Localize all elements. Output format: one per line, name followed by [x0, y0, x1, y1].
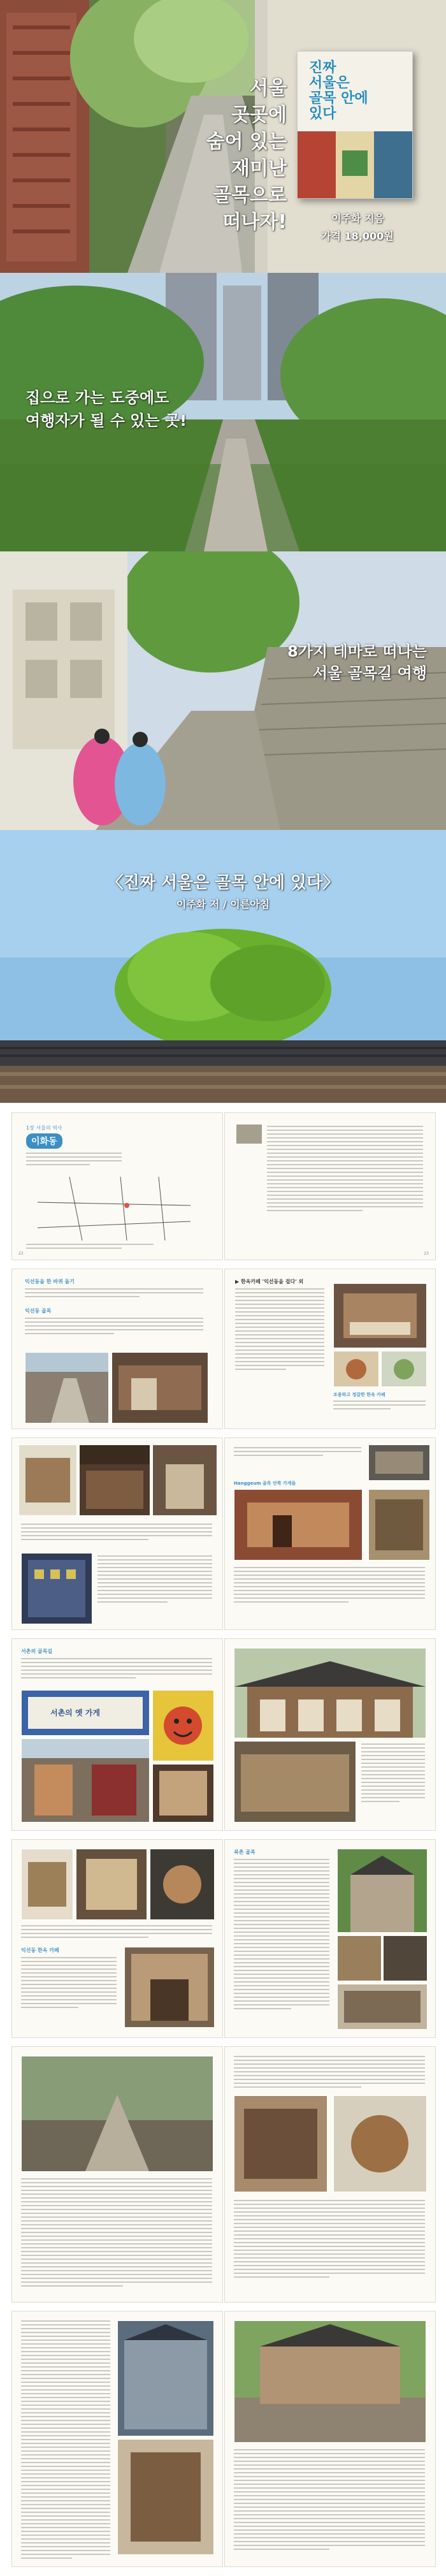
- spread1-page-right: 23: [424, 1251, 429, 1256]
- spread7-photo-2: [117, 2439, 214, 2555]
- spread2-heading-left: 익선동을 한 바퀴 돌기: [25, 1279, 75, 1284]
- spread1-left-page: [11, 1112, 223, 1260]
- book-byline: 이주화 저 / 이른아침: [176, 898, 270, 910]
- spread4-left-page: [11, 1638, 223, 1831]
- spread6-photo-2: [234, 2095, 327, 2192]
- panel3-line: 서울 골목길 여행: [313, 664, 427, 682]
- panel3-caption: [287, 641, 427, 684]
- spread3-text-right: [234, 1447, 361, 1459]
- spread5-photo-5: [337, 1849, 428, 1933]
- spread2-photo-food: [333, 1351, 379, 1387]
- spread4-photo-smile: [152, 1690, 214, 1761]
- spread4-photo-hanok2: [234, 1741, 356, 1823]
- spread3-photo-2: [79, 1444, 150, 1516]
- spread5-text-left2: [21, 1957, 117, 2011]
- hero-title-line: 떠나자!: [222, 211, 287, 233]
- spread2-photo-street: [25, 1352, 109, 1423]
- spread6-photo-3: [333, 2095, 427, 2192]
- spread1-text: [26, 1153, 122, 1168]
- spread2-left-page: [11, 1269, 223, 1429]
- spread2-text-left: [25, 1288, 203, 1300]
- spread3-text-left2: [97, 1555, 212, 1605]
- hero-title-line: 골목으로: [213, 184, 287, 207]
- spread1-notes: [26, 1244, 154, 1251]
- spread3-right-page: [224, 1437, 436, 1630]
- alley-photo-3: [0, 551, 446, 830]
- spread7-left-page: [11, 2311, 223, 2567]
- spread5-photo-1: [21, 1849, 73, 1920]
- spread4-photo-hanok: [234, 1648, 426, 1738]
- spread1-right-page: [224, 1112, 436, 1260]
- spread2-label-a: 조용하고 정갈한 한옥 카페: [333, 1392, 385, 1397]
- spread3-label: Hanggeum 골목 안쪽 가게들: [234, 1481, 296, 1486]
- spread2-photo-tea: [381, 1351, 427, 1387]
- book-cover-photo: [298, 131, 412, 198]
- spread2-right-page: [224, 1269, 436, 1429]
- hero-panel: [0, 0, 446, 273]
- book-title-line: 진짜: [309, 60, 336, 76]
- hero-title-line: 재미난: [231, 157, 287, 180]
- spread4-photo-street: [21, 1738, 150, 1823]
- spread1-photo: [236, 1124, 262, 1144]
- spread3-photo-4: [21, 1553, 92, 1624]
- spread3-photo-3: [152, 1444, 217, 1516]
- spread5-photo-8: [337, 1984, 428, 2030]
- book-title-line: 골목 안에: [309, 91, 368, 106]
- spread5-text-left: [21, 1925, 212, 1940]
- spread6-text-left: [21, 2178, 212, 2289]
- spread5-sub: 북촌 골목: [234, 1849, 255, 1855]
- spread5-photo-3: [150, 1849, 215, 1920]
- spread4-right-page: [224, 1638, 436, 1831]
- hero-title-line: 곳곳에: [231, 104, 287, 126]
- spread7-text-left: [21, 2320, 110, 2561]
- spread7-text-right: [234, 2449, 425, 2552]
- spread4-sign: 서촌의 옛 가게: [50, 1708, 100, 1717]
- panel2-line: 여행자가 될 수 있는 곳!: [25, 412, 187, 430]
- spread5-left-page: [11, 1839, 223, 2038]
- spread6-right-page: [224, 2046, 436, 2303]
- spread1-section: 1장 서울의 역사: [26, 1125, 62, 1131]
- spread3-photo-1: [18, 1444, 77, 1516]
- spread7-right-page: [224, 2311, 436, 2567]
- spread7-photo-1: [117, 2320, 214, 2436]
- spread2-text-right2: [333, 1401, 426, 1412]
- book-price: 가격 18,000원: [321, 230, 394, 242]
- spread2-photo-shop: [112, 1352, 208, 1423]
- spread5-right-page: [224, 1839, 436, 2038]
- spread3-photo-5: [368, 1444, 430, 1481]
- panel-book-info: [0, 830, 446, 1103]
- panel-commute: [0, 273, 446, 551]
- book-title-line: 있다: [309, 106, 336, 122]
- book-title-line: 서울은: [309, 75, 350, 91]
- spread3-text-left: [21, 1524, 212, 1543]
- spread2-text-left2: [25, 1318, 203, 1337]
- hero-title-line: 숨어 있는: [206, 131, 287, 153]
- spread5-photo-4: [124, 1947, 215, 2028]
- spread2-heading-right: ▶ 한옥카페 '익선동을 걸다' 외: [235, 1279, 304, 1284]
- book-title-caption: 〈진짜 서울은 골목 안에 있다〉: [106, 873, 340, 892]
- spread3-photo-7: [368, 1489, 430, 1561]
- panel-themes: [0, 551, 446, 830]
- spread5-label: 익선동 한옥 카페: [21, 1947, 59, 1953]
- hero-title: [206, 75, 287, 236]
- spread1-page-left: 22: [18, 1251, 24, 1256]
- spread2-label-b: 익선동 골목: [25, 1308, 52, 1314]
- spread4-text-left: [21, 1658, 212, 1681]
- spread6-photo-1: [21, 2056, 213, 2172]
- spread1-map: [38, 1177, 191, 1241]
- panel3-line: 8가지 테마로 떠나는: [287, 643, 427, 660]
- spread3-photo-6: [234, 1489, 363, 1561]
- spread3-text-right2: [234, 1567, 425, 1605]
- spread5-photo-6: [337, 1935, 382, 1981]
- spread6-left-page: [11, 2046, 223, 2303]
- spread3-left-page: [11, 1437, 223, 1630]
- spread6-text-right: [234, 2056, 425, 2090]
- book-author: 이주화 지음: [331, 212, 384, 224]
- panel2-line: 집으로 가는 도중에도: [25, 389, 169, 407]
- panel2-caption: [25, 386, 187, 432]
- spread2-text-right: [235, 1288, 324, 1372]
- book-cover: [297, 51, 413, 199]
- spread5-text-right: [234, 1859, 329, 2012]
- spread1-body: [267, 1126, 423, 1214]
- spread7-photo-3: [234, 2320, 426, 2443]
- spread2-photo-cafe: [333, 1283, 427, 1348]
- spread5-photo-2: [76, 1849, 147, 1920]
- hero-title-line: 서울: [250, 77, 287, 99]
- spread4-photo-shop: [152, 1764, 214, 1823]
- spread5-photo-7: [383, 1935, 428, 1981]
- spread4-label: 서촌의 골목길: [21, 1648, 53, 1654]
- spread1-heading: 이화동: [26, 1133, 62, 1149]
- spread6-text-right2: [234, 2200, 425, 2280]
- spread4-text-right: [361, 1743, 425, 1805]
